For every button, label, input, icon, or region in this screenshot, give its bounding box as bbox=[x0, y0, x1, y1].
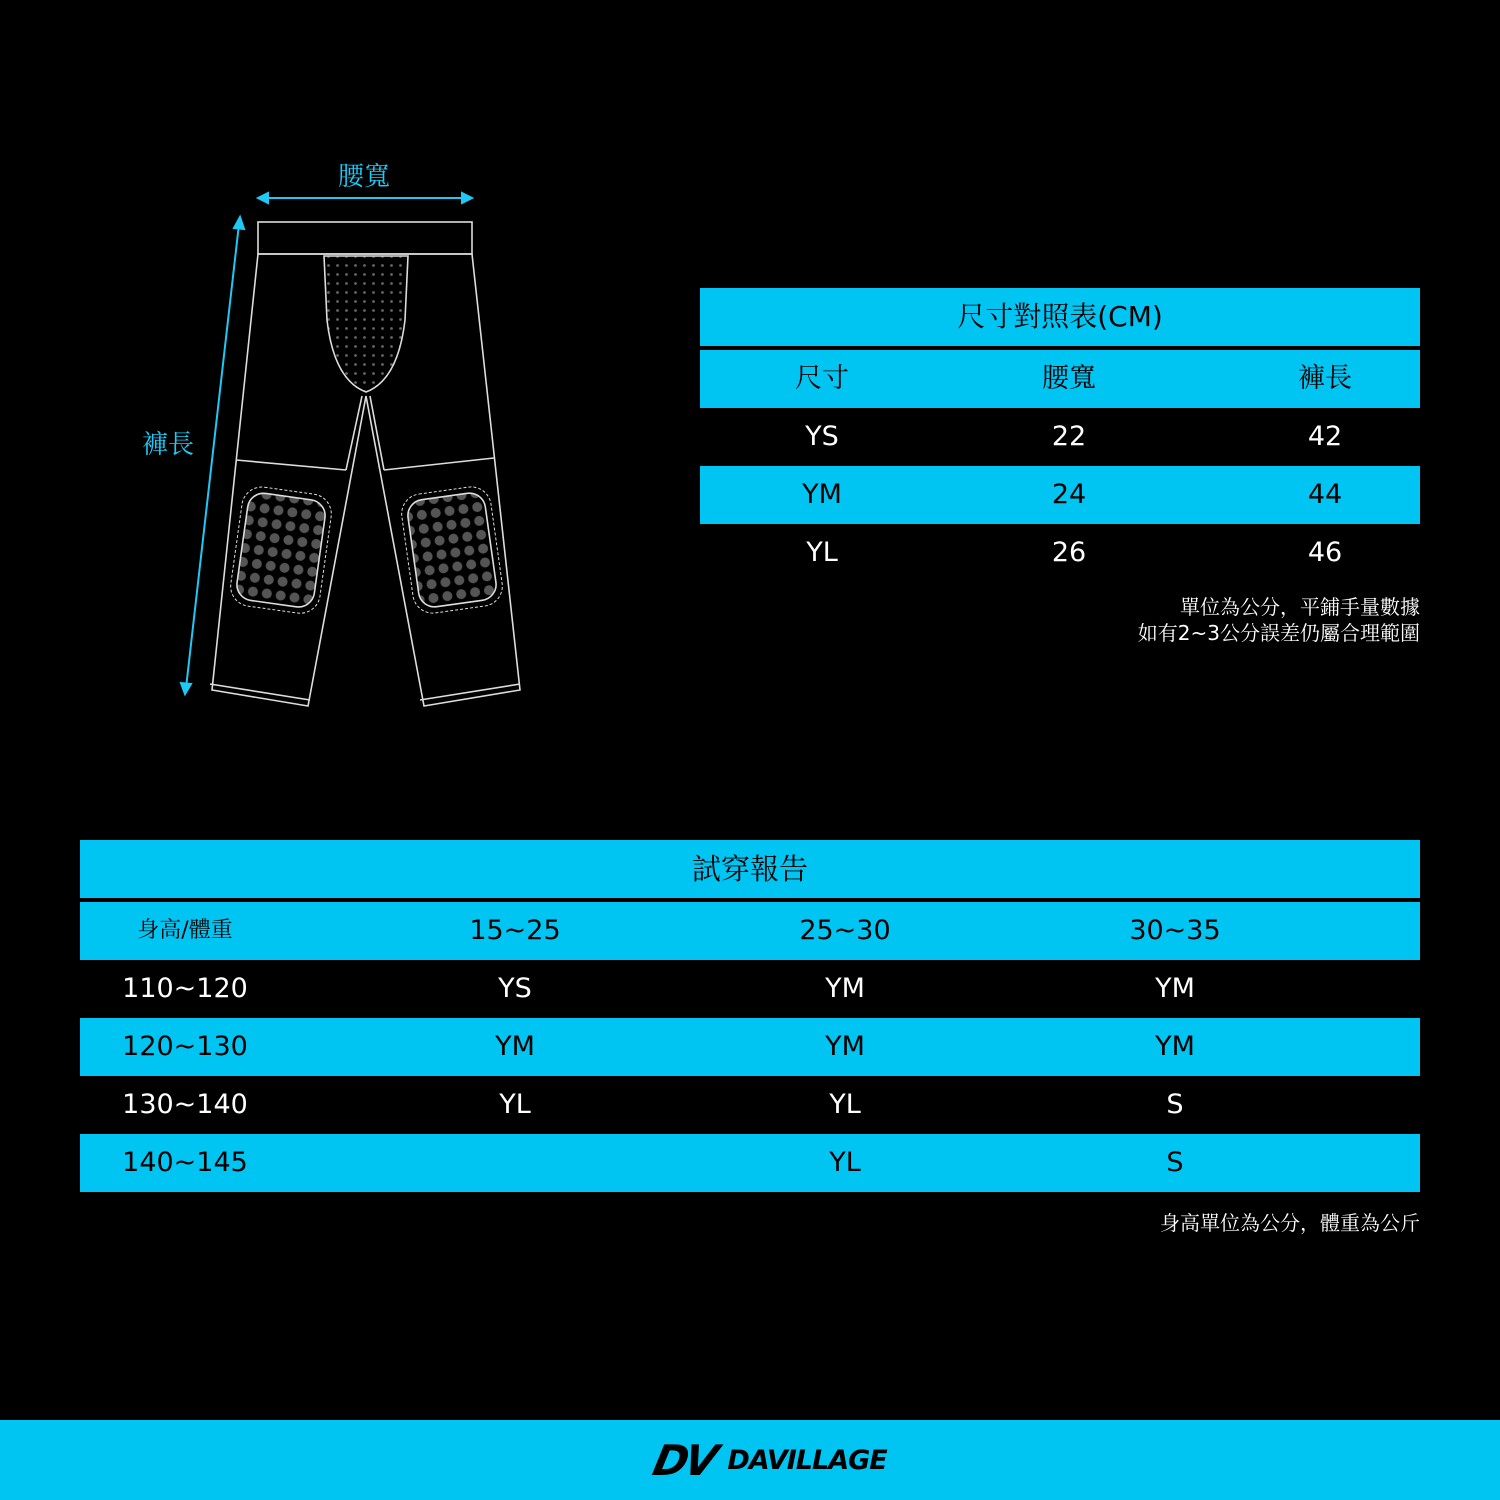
fit-report-note: 身高單位為公分，體重為公斤 bbox=[1160, 1211, 1420, 1235]
length-cell: 44 bbox=[1307, 479, 1343, 510]
height-cell: 110~120 bbox=[122, 973, 248, 1004]
size-cell: YM bbox=[825, 1031, 865, 1062]
waist-label: 腰寬 bbox=[338, 162, 391, 192]
size-table-header bbox=[700, 350, 1420, 408]
size-cell: YS bbox=[805, 421, 839, 452]
size-cell: YM bbox=[1155, 1031, 1195, 1062]
height-cell: 140~145 bbox=[122, 1147, 248, 1178]
fit-report-title: 試穿報告 bbox=[80, 840, 1420, 898]
length-cell: 42 bbox=[1307, 421, 1343, 452]
size-cell: YL bbox=[806, 537, 838, 568]
header-size: 尺寸 bbox=[795, 363, 849, 394]
logo-mark-icon: DV bbox=[648, 1435, 719, 1485]
header-height-weight: 身高/體重 bbox=[137, 918, 233, 943]
size-cell: YS bbox=[498, 973, 532, 1004]
table-row bbox=[80, 1018, 1420, 1076]
length-cell: 46 bbox=[1307, 537, 1343, 568]
table-row bbox=[700, 466, 1420, 524]
size-cell: YM bbox=[1155, 973, 1195, 1004]
table-row bbox=[700, 408, 1420, 466]
header-weight-range: 15~25 bbox=[469, 915, 561, 946]
size-cell: S bbox=[1166, 1147, 1184, 1178]
size-cell: YL bbox=[499, 1089, 531, 1120]
pants-outline-graphic bbox=[130, 150, 550, 730]
header-weight-range: 30~35 bbox=[1129, 915, 1221, 946]
waist-cell: 22 bbox=[1051, 421, 1087, 452]
table-row bbox=[80, 960, 1420, 1018]
size-cell: S bbox=[1166, 1089, 1184, 1120]
size-cell: YM bbox=[825, 973, 865, 1004]
brand-name: DAVILLAGE bbox=[727, 1444, 887, 1476]
size-note-line1: 單位為公分，平鋪手量數據 bbox=[1180, 595, 1420, 619]
table-row bbox=[80, 1134, 1420, 1192]
waist-cell: 26 bbox=[1051, 537, 1087, 568]
header-weight-range: 25~30 bbox=[799, 915, 891, 946]
size-chart-title: 尺寸對照表(CM) bbox=[700, 288, 1420, 346]
size-note-line2: 如有2~3公分誤差仍屬合理範圍 bbox=[1137, 621, 1420, 645]
length-label: 褲長 bbox=[142, 430, 195, 460]
table-row bbox=[700, 524, 1420, 582]
table-row bbox=[80, 1076, 1420, 1134]
size-chart-table bbox=[700, 288, 1420, 582]
size-cell: YL bbox=[829, 1089, 861, 1120]
header-waist: 腰寬 bbox=[1042, 363, 1096, 394]
pants-diagram bbox=[130, 150, 550, 730]
height-cell: 130~140 bbox=[122, 1089, 248, 1120]
size-cell bbox=[455, 1134, 575, 1192]
fit-table-header bbox=[80, 902, 1420, 960]
header-length: 褲長 bbox=[1298, 363, 1352, 394]
size-cell: YM bbox=[802, 479, 842, 510]
waist-cell: 24 bbox=[1051, 479, 1087, 510]
fit-report-table bbox=[80, 840, 1420, 1192]
brand-logo bbox=[648, 1435, 887, 1485]
size-cell: YL bbox=[829, 1147, 861, 1178]
size-note bbox=[1138, 594, 1420, 646]
brand-footer bbox=[0, 1420, 1500, 1500]
height-cell: 120~130 bbox=[122, 1031, 248, 1062]
size-cell: YM bbox=[495, 1031, 535, 1062]
